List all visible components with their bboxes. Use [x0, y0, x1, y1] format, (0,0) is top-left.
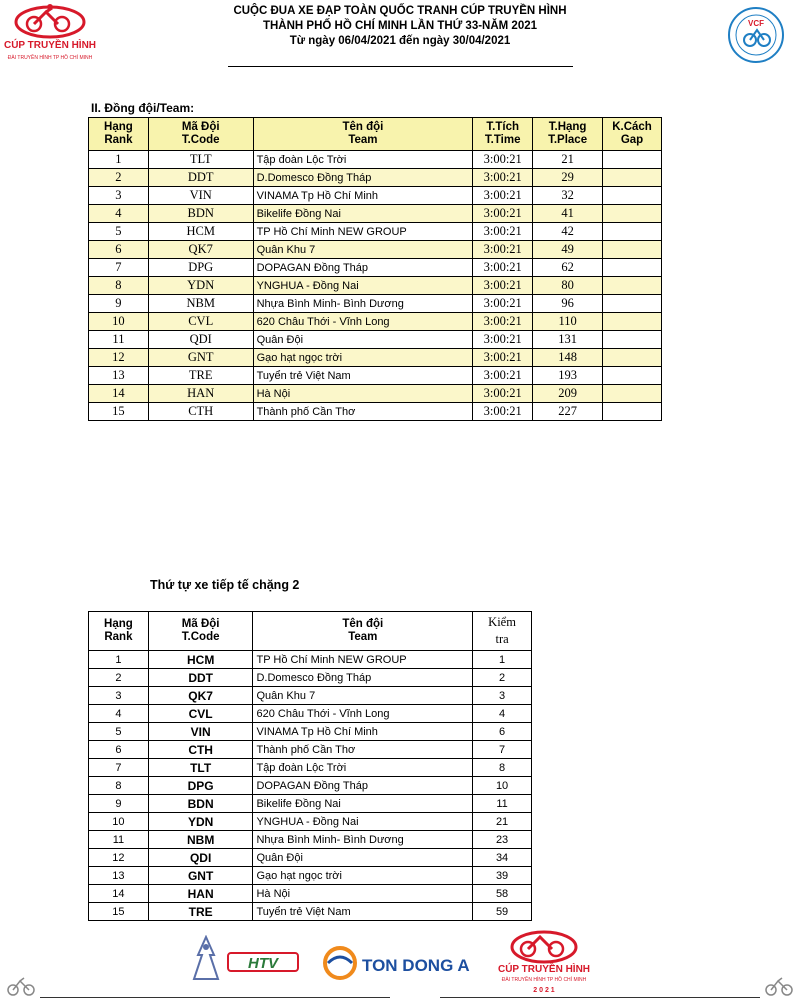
- table-row: [89, 795, 532, 813]
- team-time-cell: 3:00:21: [473, 385, 533, 403]
- gap-cell: [603, 403, 662, 421]
- col-rank-header: Hạng Rank: [89, 118, 149, 151]
- col-check-header: Kiểm tra: [473, 612, 532, 651]
- gap-cell: [603, 223, 662, 241]
- team-code-cell: CTH: [148, 403, 253, 421]
- svg-text:ĐÀI TRUYỀN HÌNH TP HỒ CHÍ MINH: ĐÀI TRUYỀN HÌNH TP HỒ CHÍ MINH: [7, 55, 93, 61]
- check-cell: 7: [473, 741, 532, 759]
- team-name-cell: Gạo hạt ngọc trời: [253, 349, 473, 367]
- gap-cell: [603, 277, 662, 295]
- header-line-2: THÀNH PHỐ HỒ CHÍ MINH LẦN THỨ 33-NĂM 2021: [262, 20, 538, 32]
- team-place-cell: 62: [533, 259, 603, 277]
- sun-icon: [320, 945, 360, 981]
- team-place-cell: 21: [533, 151, 603, 169]
- header-line-1: CUỘC ĐUA XE ĐẠP TOÀN QUỐC TRANH CÚP TRUYỀN HÌNH: [233, 5, 567, 17]
- team-place-cell: 110: [533, 313, 603, 331]
- team-name-cell: Hà Nội: [253, 885, 473, 903]
- team-name-cell: Quân Khu 7: [253, 687, 473, 705]
- document-header: [0, 0, 800, 70]
- check-cell: 23: [473, 831, 532, 849]
- rank-cell: 15: [89, 903, 149, 921]
- rank-cell: 5: [89, 223, 149, 241]
- team-place-cell: 193: [533, 367, 603, 385]
- team-name-cell: Gạo hạt ngọc trời: [253, 867, 473, 885]
- check-cell: 34: [473, 849, 532, 867]
- team-time-cell: 3:00:21: [473, 169, 533, 187]
- gap-cell: [603, 151, 662, 169]
- check-cell: 59: [473, 903, 532, 921]
- team-place-cell: 227: [533, 403, 603, 421]
- check-cell: 6: [473, 723, 532, 741]
- table-row: [89, 813, 532, 831]
- team-name-cell: Tuyển trẻ Việt Nam: [253, 367, 473, 385]
- team-place-cell: 80: [533, 277, 603, 295]
- team-name-cell: TP Hồ Chí Minh NEW GROUP: [253, 651, 473, 669]
- footer-rule-left: [40, 997, 390, 998]
- team-code-cell: TLT: [148, 151, 253, 169]
- col-team-header: Tên đội Team: [253, 612, 473, 651]
- team-time-cell: 3:00:21: [473, 259, 533, 277]
- header-rule: [228, 66, 573, 67]
- header-line-3: Từ ngày 06/04/2021 đến ngày 30/04/2021: [289, 35, 511, 47]
- check-cell: 10: [473, 777, 532, 795]
- rank-cell: 6: [89, 741, 149, 759]
- team-name-cell: Bikelife Đồng Nai: [253, 205, 473, 223]
- team-name-cell: Tập đoàn Lộc Trời: [253, 151, 473, 169]
- gap-cell: [603, 349, 662, 367]
- col-gap-header: K.Cách Gap: [603, 118, 662, 151]
- check-cell: 21: [473, 813, 532, 831]
- table-row: [89, 651, 532, 669]
- svg-text:HTV: HTV: [248, 955, 278, 972]
- cup-logo-footer: [496, 927, 592, 997]
- table-row: [89, 741, 532, 759]
- team-code-cell: BDN: [148, 205, 253, 223]
- table-row: [89, 723, 532, 741]
- team-name-cell: Quân Khu 7: [253, 241, 473, 259]
- check-cell: 2: [473, 669, 532, 687]
- team-name-cell: Quân Đội: [253, 849, 473, 867]
- rank-cell: 11: [89, 331, 149, 349]
- table-row: [89, 169, 662, 187]
- team-time-cell: 3:00:21: [473, 151, 533, 169]
- team-code-cell: BDN: [148, 795, 253, 813]
- table-row: [89, 277, 662, 295]
- gap-cell: [603, 385, 662, 403]
- table-row: [89, 295, 662, 313]
- check-cell: 11: [473, 795, 532, 813]
- rank-cell: 2: [89, 669, 149, 687]
- team-place-cell: 148: [533, 349, 603, 367]
- rank-cell: 13: [89, 367, 149, 385]
- team-name-cell: 620 Châu Thới - Vĩnh Long: [253, 705, 473, 723]
- team-code-cell: HCM: [148, 223, 253, 241]
- team-code-cell: HAN: [148, 885, 253, 903]
- rank-cell: 2: [89, 169, 149, 187]
- rank-cell: 10: [89, 313, 149, 331]
- footer-rule-right: [440, 997, 760, 998]
- team-code-cell: CVL: [148, 313, 253, 331]
- team-code-cell: VIN: [148, 723, 253, 741]
- team-time-cell: 3:00:21: [473, 367, 533, 385]
- table-row: [89, 687, 532, 705]
- rank-cell: 10: [89, 813, 149, 831]
- table-header-row: [89, 118, 662, 151]
- gap-cell: [603, 367, 662, 385]
- team-code-cell: TRE: [148, 903, 253, 921]
- cyclist-icon: [764, 975, 794, 997]
- team-code-cell: DDT: [148, 169, 253, 187]
- check-cell: 39: [473, 867, 532, 885]
- team-name-cell: Tuyển trẻ Việt Nam: [253, 903, 473, 921]
- rank-cell: 9: [89, 795, 149, 813]
- table-row: [89, 241, 662, 259]
- support-order-table: [88, 611, 532, 921]
- team-time-cell: 3:00:21: [473, 277, 533, 295]
- rank-cell: 15: [89, 403, 149, 421]
- team-code-cell: NBM: [148, 295, 253, 313]
- team-name-cell: Thành phố Cần Thơ: [253, 403, 473, 421]
- vcf-logo: [720, 6, 792, 64]
- team-code-cell: QDI: [148, 849, 253, 867]
- team-time-cell: 3:00:21: [473, 241, 533, 259]
- team-name-cell: VINAMA Tp Hồ Chí Minh: [253, 187, 473, 205]
- col-time-header: T.Tích T.Time: [473, 118, 533, 151]
- team-name-cell: D.Domesco Đồng Tháp: [253, 169, 473, 187]
- team-name-cell: D.Domesco Đồng Tháp: [253, 669, 473, 687]
- svg-text:2 0 2 1: 2 0 2 1: [533, 987, 555, 994]
- team-time-cell: 3:00:21: [473, 313, 533, 331]
- team-code-cell: HCM: [148, 651, 253, 669]
- team-name-cell: Bikelife Đồng Nai: [253, 795, 473, 813]
- team-code-cell: VIN: [148, 187, 253, 205]
- rank-cell: 12: [89, 849, 149, 867]
- team-code-cell: HAN: [148, 385, 253, 403]
- team-code-cell: TRE: [148, 367, 253, 385]
- team-time-cell: 3:00:21: [473, 403, 533, 421]
- team-name-cell: Tập đoàn Lộc Trời: [253, 759, 473, 777]
- rank-cell: 14: [89, 885, 149, 903]
- team-code-cell: QK7: [148, 687, 253, 705]
- team-time-cell: 3:00:21: [473, 187, 533, 205]
- team-place-cell: 29: [533, 169, 603, 187]
- table-row: [89, 349, 662, 367]
- team-code-cell: YDN: [148, 813, 253, 831]
- team-name-cell: VINAMA Tp Hồ Chí Minh: [253, 723, 473, 741]
- rank-cell: 7: [89, 259, 149, 277]
- team-code-cell: GNT: [148, 349, 253, 367]
- rank-cell: 14: [89, 385, 149, 403]
- table-row: [89, 367, 662, 385]
- col-team-header: Tên đội Team: [253, 118, 473, 151]
- team-code-cell: DDT: [148, 669, 253, 687]
- team-name-cell: Quân Đội: [253, 331, 473, 349]
- table-row: [89, 759, 532, 777]
- sponsor-footer: [0, 925, 800, 1000]
- gap-cell: [603, 241, 662, 259]
- team-name-cell: Hà Nội: [253, 385, 473, 403]
- team-place-cell: 131: [533, 331, 603, 349]
- svg-text:CÚP TRUYỀN HÌNH: CÚP TRUYỀN HÌNH: [3, 40, 97, 51]
- table-row: [89, 831, 532, 849]
- team-name-cell: Thành phố Cần Thơ: [253, 741, 473, 759]
- team-code-cell: QDI: [148, 331, 253, 349]
- gap-cell: [603, 187, 662, 205]
- rank-cell: 1: [89, 151, 149, 169]
- team-name-cell: YNGHUA - Đồng Nai: [253, 813, 473, 831]
- table-row: [89, 403, 662, 421]
- gap-cell: [603, 169, 662, 187]
- check-cell: 58: [473, 885, 532, 903]
- rank-cell: 11: [89, 831, 149, 849]
- svg-text:ĐÀI TRUYỀN HÌNH TP HỒ CHÍ MINH: ĐÀI TRUYỀN HÌNH TP HỒ CHÍ MINH: [501, 977, 587, 983]
- table-row: [89, 849, 532, 867]
- team-place-cell: 41: [533, 205, 603, 223]
- rank-cell: 3: [89, 687, 149, 705]
- htv-logo: [226, 949, 302, 975]
- cyclist-icon: [6, 975, 36, 997]
- team-place-cell: 96: [533, 295, 603, 313]
- team-code-cell: DPG: [148, 259, 253, 277]
- team-code-cell: DPG: [148, 777, 253, 795]
- table-row: [89, 385, 662, 403]
- header-title: [150, 4, 650, 49]
- rank-cell: 7: [89, 759, 149, 777]
- table-row: [89, 205, 662, 223]
- rank-cell: 13: [89, 867, 149, 885]
- gap-cell: [603, 313, 662, 331]
- rank-cell: 4: [89, 705, 149, 723]
- table-header-row: [89, 612, 532, 651]
- team-place-cell: 49: [533, 241, 603, 259]
- table-row: [89, 867, 532, 885]
- rank-cell: 6: [89, 241, 149, 259]
- team-code-cell: TLT: [148, 759, 253, 777]
- table-row: [89, 903, 532, 921]
- rank-cell: 3: [89, 187, 149, 205]
- support-section-title: Thứ tự xe tiếp tế chặng 2: [150, 578, 300, 592]
- team-name-cell: TP Hồ Chí Minh NEW GROUP: [253, 223, 473, 241]
- rank-cell: 8: [89, 277, 149, 295]
- team-section-title: II. Đồng đội/Team:: [91, 101, 195, 115]
- team-code-cell: QK7: [148, 241, 253, 259]
- col-place-header: T.Hạng T.Place: [533, 118, 603, 151]
- svg-text:VCF: VCF: [748, 19, 764, 28]
- table-row: [89, 187, 662, 205]
- table-row: [89, 331, 662, 349]
- team-code-cell: YDN: [148, 277, 253, 295]
- team-ranking-table: [88, 117, 662, 421]
- sponsor-name: TON DONG A: [362, 956, 470, 975]
- tv-cup-logo: [0, 2, 100, 64]
- table-row: [89, 313, 662, 331]
- team-time-cell: 3:00:21: [473, 331, 533, 349]
- rank-cell: 8: [89, 777, 149, 795]
- team-name-cell: 620 Châu Thới - Vĩnh Long: [253, 313, 473, 331]
- rank-cell: 5: [89, 723, 149, 741]
- table-row: [89, 259, 662, 277]
- team-time-cell: 3:00:21: [473, 223, 533, 241]
- gap-cell: [603, 295, 662, 313]
- rank-cell: 1: [89, 651, 149, 669]
- check-cell: 8: [473, 759, 532, 777]
- team-name-cell: DOPAGAN Đồng Tháp: [253, 259, 473, 277]
- table-row: [89, 669, 532, 687]
- table-row: [89, 885, 532, 903]
- team-code-cell: GNT: [148, 867, 253, 885]
- table-row: [89, 777, 532, 795]
- col-code-header: Mã Đội T.Code: [148, 612, 253, 651]
- team-place-cell: 32: [533, 187, 603, 205]
- rank-cell: 12: [89, 349, 149, 367]
- check-cell: 1: [473, 651, 532, 669]
- rank-cell: 9: [89, 295, 149, 313]
- col-code-header: Mã Đội T.Code: [148, 118, 253, 151]
- table-row: [89, 223, 662, 241]
- team-code-cell: NBM: [148, 831, 253, 849]
- gap-cell: [603, 331, 662, 349]
- team-name-cell: DOPAGAN Đồng Tháp: [253, 777, 473, 795]
- gap-cell: [603, 259, 662, 277]
- col-rank-header: Hạng Rank: [89, 612, 149, 651]
- team-code-cell: CTH: [148, 741, 253, 759]
- table-row: [89, 705, 532, 723]
- team-time-cell: 3:00:21: [473, 205, 533, 223]
- tower-icon: [188, 935, 224, 981]
- table-row: [89, 151, 662, 169]
- team-time-cell: 3:00:21: [473, 295, 533, 313]
- check-cell: 3: [473, 687, 532, 705]
- team-name-cell: YNGHUA - Đồng Nai: [253, 277, 473, 295]
- rank-cell: 4: [89, 205, 149, 223]
- team-name-cell: Nhựa Bình Minh- Bình Dương: [253, 295, 473, 313]
- team-time-cell: 3:00:21: [473, 349, 533, 367]
- svg-text:CÚP TRUYỀN HÌNH: CÚP TRUYỀN HÌNH: [497, 964, 591, 975]
- team-place-cell: 209: [533, 385, 603, 403]
- team-code-cell: CVL: [148, 705, 253, 723]
- team-name-cell: Nhựa Bình Minh- Bình Dương: [253, 831, 473, 849]
- team-place-cell: 42: [533, 223, 603, 241]
- gap-cell: [603, 205, 662, 223]
- check-cell: 4: [473, 705, 532, 723]
